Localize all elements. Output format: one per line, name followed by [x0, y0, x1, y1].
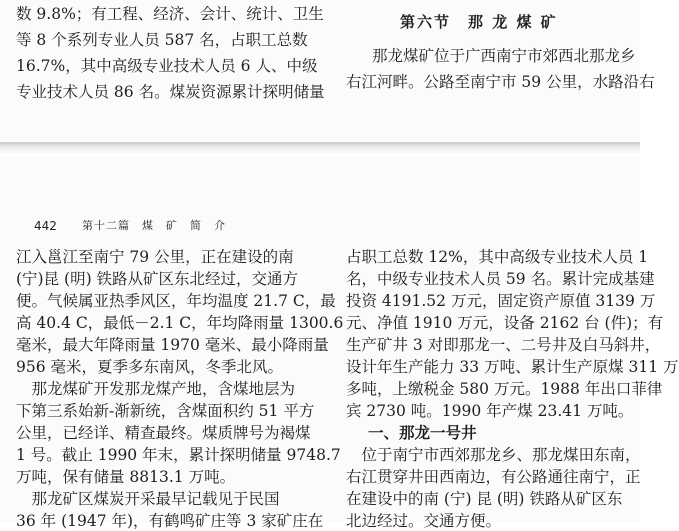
lower-right-line: 元、净值 1910 万元，设备 2162 台 (件)；有 [346, 314, 664, 332]
running-header: 第十二篇 煤 矿 简 介 [82, 219, 226, 232]
upper-page [0, 0, 655, 142]
lower-left-line: (宁)昆 (明) 铁路从矿区东北经过，交通方 [16, 270, 299, 288]
lower-right-line: 生产矿井 3 对即那龙一、二号井及白马斜井， [346, 336, 661, 354]
lower-left-line: 毫米，最大年降雨量 1970 毫米、最小降雨量 [16, 336, 329, 354]
lower-left-line: 36 年 (1947 年)，有鹤鸣矿庄等 3 家矿庄在 [16, 512, 324, 530]
lower-left-line: 1 号。截止 1990 年末，累计探明储量 9748.7 [16, 446, 341, 464]
upper-right-line: 右江河畔。公路至南宁市 59 公里，水路沿右 [346, 73, 655, 91]
lower-left-line: 高 40.4 C，最低－2.1 C，年均降雨量 1300.6 [16, 314, 344, 332]
lower-right-line: 宾 2730 吨。1990 年产煤 23.41 万吨。 [346, 402, 634, 420]
lower-right-line: 位于南宁市西郊那龙乡、那龙煤田东南， [346, 446, 641, 464]
section-title: 第六节 那 龙 煤 矿 [400, 13, 558, 31]
lower-left-line: 江入邕江至南宁 79 公里，正在建设的南 [16, 248, 294, 266]
subsection-title: 一、那龙一号井 [368, 423, 477, 442]
upper-right-line: 那龙煤矿位于广西南宁市郊西北那龙乡 [372, 47, 636, 65]
lower-right-line: 多吨，上缴税金 580 万元。1988 年出口菲律 [346, 380, 663, 398]
upper-left-line: 数 9.8%；有工程、经济、会计、统计、卫生 [16, 5, 324, 23]
lower-right-line: 占职工总数 12%，其中高级专业技术人员 1 [346, 248, 649, 266]
lower-right-line: 在建设中的南 (宁) 昆 (明) 铁路从矿区东 [346, 490, 623, 508]
lower-left-line: 956 毫米，夏季多东南风，冬季北风。 [16, 358, 284, 376]
lower-right-line: 北边经过。交通方便。 [346, 512, 502, 530]
upper-left-line: 16.7%，其中高级专业技术人员 6 人、中级 [16, 57, 318, 75]
upper-left-line: 专业技术人员 86 名。煤炭资源累计探明储量 [16, 83, 325, 101]
lower-left-line: 便。气候属亚热季风区，年均温度 21.7 C，最 [16, 292, 336, 310]
lower-left-line: 公里，已经详、精查最终。煤质牌号为褐煤 [16, 424, 311, 442]
page-gap [0, 142, 640, 156]
lower-left-line: 下第三系始新-渐新统，含煤面积约 51 平方 [16, 402, 315, 420]
lower-right-line: 右江贯穿井田西南边，有公路通往南宁，正 [346, 468, 641, 486]
upper-left-line: 等 8 个系列专业人员 587 名，占职工总数 [16, 31, 308, 49]
lower-left-line: 万吨，保有储量 8813.1 万吨。 [16, 468, 236, 486]
lower-right-line: 投资 4191.52 万元，固定资产原值 3139 万 [346, 292, 656, 310]
lower-right-line: 设计年生产能力 33 万吨、累计生产原煤 311 万 [346, 358, 679, 376]
lower-left-line: 那龙煤矿开发那龙煤产地，含煤地层为 [16, 380, 296, 398]
lower-page [0, 156, 679, 530]
lower-right-line: 名，中级专业技术人员 59 名。累计完成基建 [346, 270, 655, 288]
page-number: 442 [34, 219, 57, 233]
lower-left-line: 那龙矿区煤炭开采最早记载见于民国 [16, 490, 280, 508]
